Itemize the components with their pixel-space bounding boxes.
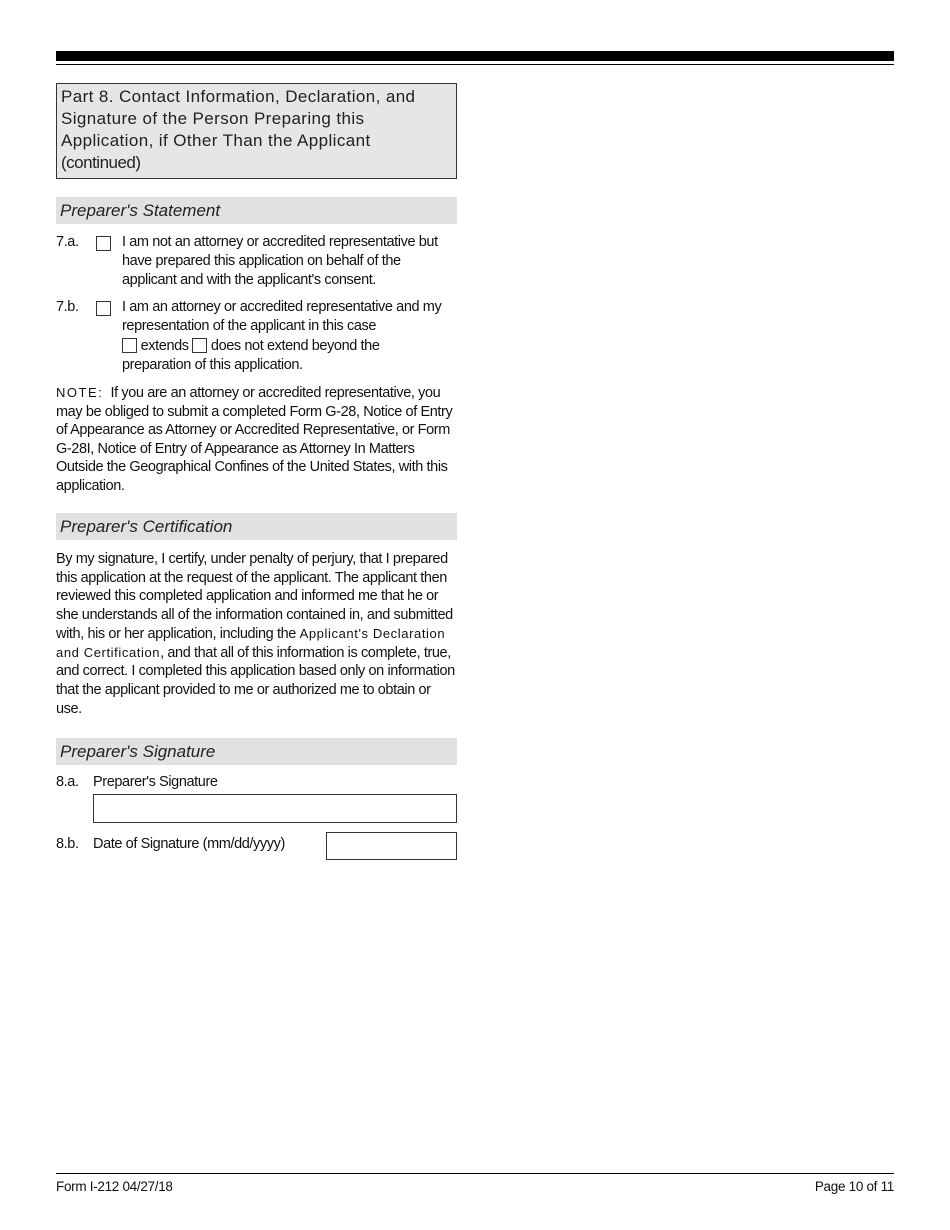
form-column: [56, 83, 457, 860]
option-not-extend-label: does not extend beyond the: [210, 338, 380, 354]
certification-text: By my signature, I certify, under penalty of perjury, that I prepared this application at the request of the applicant. The applicant then reviewed this completed application and informed me that he or she understands all of the information contained in, and submitted with, his or her application, including the Applicant's Declaration and Certification, and that all of this information is complete, true, and correct. I completed this application based only on information that the applicant provided to me or authorized me to obtain or use.: [56, 551, 455, 717]
checkbox-7b[interactable]: [96, 301, 111, 316]
section-heading-certification: Preparer's Certification: [56, 513, 457, 540]
footer-form-id: Form I-212 04/27/18: [56, 1179, 173, 1194]
item-8b: [56, 832, 457, 860]
item-7b-tail: preparation of this application.: [122, 357, 303, 373]
part-title: Part 8. Contact Information, Declaration, and Signature of the Person Preparing this Application, if Other Than the Applicant: [61, 87, 416, 150]
item-8a-number: 8.a.: [56, 774, 79, 791]
item-8a-label: Preparer's Signature: [93, 774, 218, 791]
preparer-signature-field[interactable]: [93, 794, 457, 823]
item-8a: [56, 773, 457, 792]
item-8b-label: Date of Signature (mm/dd/yyyy): [93, 836, 285, 853]
section-heading-statement: Preparer's Statement: [56, 197, 457, 224]
checkbox-7a[interactable]: [96, 236, 111, 251]
header-thick-rule: [56, 51, 894, 61]
note: [56, 384, 457, 495]
item-7b: [56, 298, 457, 375]
item-7a-number: 7.a.: [56, 234, 79, 250]
option-extends-label: extends: [140, 338, 189, 354]
date-of-signature-field[interactable]: [326, 832, 457, 860]
certification-emphasis: Applicant's Declaration and Certification: [56, 625, 446, 660]
footer-rule: [56, 1173, 894, 1174]
footer-page-number: Page 10 of 11: [814, 1179, 894, 1194]
item-7b-text: I am an attorney or accredited representative and my representation of the applicant in this case: [122, 299, 442, 334]
item-7b-number: 7.b.: [56, 299, 79, 315]
item-7a: [56, 233, 457, 290]
note-text: If you are an attorney or accredited representative, you may be obliged to submit a completed Form G-28, Notice of Entry of Appearance as Attorney or Accredited Representative, or Form G-28I, Notice of Entry of Appearance as Attorney In Matters Outside the Geographical Confines of the United States, with this application.: [56, 385, 453, 494]
part-header: [56, 83, 457, 179]
section-heading-signature: Preparer's Signature: [56, 738, 457, 765]
item-8b-number: 8.b.: [56, 836, 79, 853]
header-thin-rule: [56, 64, 894, 65]
checkbox-extends[interactable]: [122, 338, 137, 353]
note-label: NOTE:: [56, 385, 104, 400]
checkbox-does-not-extend[interactable]: [192, 338, 207, 353]
part-continued: (continued): [61, 153, 141, 172]
item-7a-text: I am not an attorney or accredited representative but have prepared this application on behalf of the applicant and with the applicant's consent.: [122, 234, 438, 288]
